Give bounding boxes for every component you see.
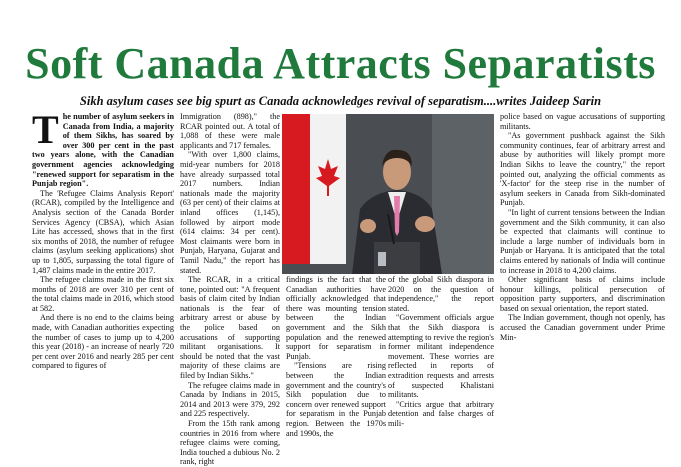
canadian-flag-image [282,114,346,264]
paragraph: The refugee claims made in the first six months of 2018 are over 310 per cent of the total claims made in 2016, which stood at 582. [32,275,174,313]
drop-cap: T [32,107,59,152]
article-column-3 [286,275,386,438]
person-speaking-at-lectern-image [282,114,494,274]
article-column-2 [180,112,280,467]
paragraph: "In light of current tensions between the Indian government and the Sikh community, it can also be expected that claimants will continue to include a large number of individuals born in Punjab or Haryana. It is anticipated that the total claims entered by nationals of India will continue to increase in 2018 to 4,200 claims. [500,207,665,275]
deck: Sikh asylum cases see big spurt as Canada acknowledges revival of separatism....writes Jaideep Sarin [79,94,602,108]
paragraph: The refugee claims made in Canada by Indians in 2015, 2014 and 2013 were 379, 292 and 225 respectively. [180,380,280,419]
paragraph: "Government officials argue that the Sikh diaspora is attempting to revive the region's former militant independence movement. These worries are reflected in reports of extradition requests and arrests of suspected Khalistani militants. [388,313,494,400]
paragraph: Immigration (898)," the RCAR pointed out. A total of 1,088 of these were male applicants and 717 females. [180,112,280,150]
article-column-1 [32,107,174,400]
paragraph: From the 15th rank among countries in 2016 from where refugee claims were coming, India touched a dubious No. 2 rank, right [180,419,280,467]
headline: Soft Canada Attracts Separatists [25,39,656,88]
paragraph: "As government pushback against the Sikh community continues, fear of arbitrary arrest and abuse by authorities will likely prompt more Indian Sikhs to leave the country," the report pointed out, analyzing the official comments as 'X-factor' for the steep rise in the number of asylum seekers in Canada from Sikh-dominated Punjab. [500,131,665,208]
paragraph: The RCAR, in a critical tone, pointed out: "A frequent basis of claim cited by Indian nationals is the fear of arbitrary arrest or abuse by the police based on accusations of supporting militant organisations. It should be noted that the vast majority of these claims are filed by Indian Sikhs." [180,275,280,381]
paragraph: The 'Refugee Claims Analysis Report' (RCAR), compiled by the Intelligence and Analysis section of the Canada Border Services Agency (CBSA), which Asian Lite has accessed, shows that in the first six months of 2018, the number of refugee claims (asylum seeking applications) shot up to 1,805, surpassing the total figure of 1,487 claims made in the entire 2017. [32,188,174,275]
paragraph: "Critics argue that arbitrary detention and false charges of mili- [388,399,494,428]
paragraph: of the global Sikh diaspora in 2020 on the question of independence," the report stated. [388,275,494,313]
lead-paragraph [32,107,174,189]
article-photo [282,114,494,274]
article-column-5 [500,112,665,400]
article-column-4 [388,275,494,428]
lead-text: he number of asylum seekers in Canada from India, a majority of them Sikhs, has soared by over 300 per cent in the past two years alone, with the Canadian government agencies acknowledging "renewed support for separatism in the Punjab region". [32,112,174,189]
paragraph: "Tensions are rising between the Indian government and the country's Sikh population due to concern over renewed support for separatism in the Punjab region. Between the 1970s and 1990s, the [286,361,386,438]
paragraph: "With over 1,800 claims, mid-year numbers for 2018 have already surpassed total 2017 numbers. Indian nationals made the majority (63 per cent) of their claims at inland offices (1,145), followed by airport mode (614 claims: 34 per cent). Most claimants were born in Punjab, Haryana, Gujarat and Tamil Nadu," the report has stated. [180,150,280,275]
paragraph: And there is no end to the claims being made, with Canadian authorities expecting the number of cases to jump up to 4,200 this year (2018) - an increase of nearly 720 per cent over 2016 and nearly 285 per cent compared to figures of [32,313,174,371]
paragraph: findings is the fact that the Canadian authorities have officially acknowledged that there was mounting tension between the Indian government and the Sikh population and the renewed support for separatism in Punjab. [286,275,386,361]
paragraph: Other significant basis of claims include honour killings, political persecution of opposition party supporters, and discrimination based on sexual orientation, the report stated. [500,275,665,313]
paragraph: The Indian government, though not openly, has accused the Canadian government under Prime Min- [500,313,665,342]
paragraph: police based on vague accusations of supporting militants. [500,112,665,131]
